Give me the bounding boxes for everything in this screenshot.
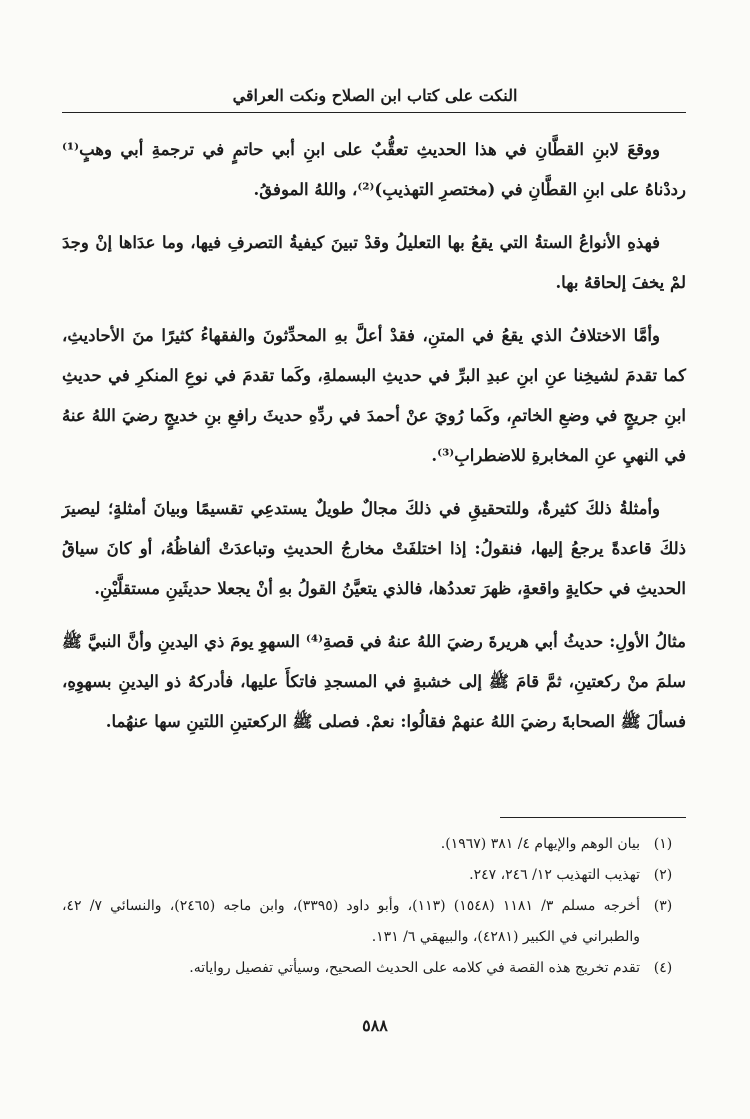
example-text: حديثُ أبي هريرةَ رضيَ اللهُ عنهُ في قصةِ⁽⁴⁾ السهوِ يومَ ذي اليدينِ وأنَّ النبيَّ ﷺ سلمَ منْ ركعتينِ، ثمَّ قامَ ﷺ إلى خشبةٍ في المسجدِ فاتكأَ عليها، فأدركهُ ذو اليدينِ بسهوِهِ، فسألَ ﷺ الصحابةَ رضيَ اللهُ عنهمْ فقالُوا: نعمْ. فصلى ﷺ الركعتينِ اللتينِ سها عنهُما. [62,632,686,731]
footnote-number: (٤) [653,960,673,976]
footnote-number: (١) [653,836,673,852]
footnote-number: (٢) [653,867,673,883]
main-text [62,130,686,755]
paragraph-3: وأمَّا الاختلافُ الذي يقعُ في المتنِ، فقدْ أعلَّ بهِ المحدِّثونَ والفقهاءُ كثيرًا منَ الأحاديثِ، كما تقدمَ لشيخِنا عنِ ابنِ عبدِ البرِّ في حديثِ البسملةِ، وكَما تقدمَ في نوعِ المنكرِ في حديثِ ابنِ جريجٍ في وضعِ الخاتمِ، وكَما رُويَ عنْ أحمدَ في ردِّهِ حديثَ رافعِ بنِ خديجٍ رضيَ اللهُ عنهُ في النهيِ عنِ المخابرةِ للاضطرابِ⁽³⁾. [62,326,686,465]
paragraph-1: ووقعَ لابنِ القطَّانِ في هذا الحديثِ تعقُّبٌ على ابنِ أبي حاتمٍ في ترجمةِ أبي وهبٍ⁽¹⁾ رددْناهُ على ابنِ القطَّانِ في (مختصرِ التهذيبِ)⁽²⁾، واللهُ الموفقُ. [62,140,686,199]
running-header-title: النكت على كتاب ابن الصلاح ونكت العراقي [232,86,518,105]
page-number: ٥٨٨ [362,1016,388,1035]
paragraph-2: فهذهِ الأنواعُ الستةُ التي يقعُ بها التعليلُ وقدْ تبينَ كيفيةُ التصرفِ فيها، وما عدَاها إنْ وجدَ لمْ يخفَ إلحاقهُ بها. [62,233,686,292]
example-lead: مثالُ الأولِ: [609,632,686,651]
footnote-item [62,953,686,984]
paragraph-example [62,622,686,742]
footnote-text: بيان الوهم والإيهام ٤/ ٣٨١ (١٩٦٧). [440,836,640,852]
footnotes [62,829,686,984]
footnote-item [62,891,686,953]
footnote-text: تقدم تخريج هذه القصة في كلامه على الحديث الصحيح، وسيأتي تفصيل رواياته. [189,960,640,976]
footnote-item [62,829,686,860]
paragraph-4: وأمثلةُ ذلكَ كثيرةٌ، وللتحقيقِ في ذلكَ مجالٌ طويلٌ يستدعِي تقسيمًا وبيانَ أمثلةٍ؛ ليصيرَ ذلكَ قاعدةً يرجعُ إليها، فنقولُ: إذا اختلفَتْ مخارجُ الحديثِ وتباعدَتْ ألفاظُهُ، أو كانَ سياقُ الحديثِ في حكايةٍ واقعةٍ، ظهرَ تعددُها، فالذي يتعيَّنُ القولُ بهِ أنْ يجعلا حديثَينِ مستقلَّيْنِ. [62,499,686,598]
footnote-item [62,860,686,891]
footnote-divider [500,817,686,818]
header-divider [62,112,686,113]
footnote-text: أخرجه مسلم ٣/ ١١٨١ (١٥٤٨) (١١٣)، وأبو داود (٣٣٩٥)، وابن ماجه (٢٤٦٥)، والنسائي ٧/ ٤٢، والطبراني في الكبير (٤٢٨١)، والبيهقي ٦/ ١٣١. [62,898,640,945]
footnote-number: (٣) [653,898,673,914]
footnote-text: تهذيب التهذيب ١٢/ ٢٤٦، ٢٤٧. [469,867,640,883]
